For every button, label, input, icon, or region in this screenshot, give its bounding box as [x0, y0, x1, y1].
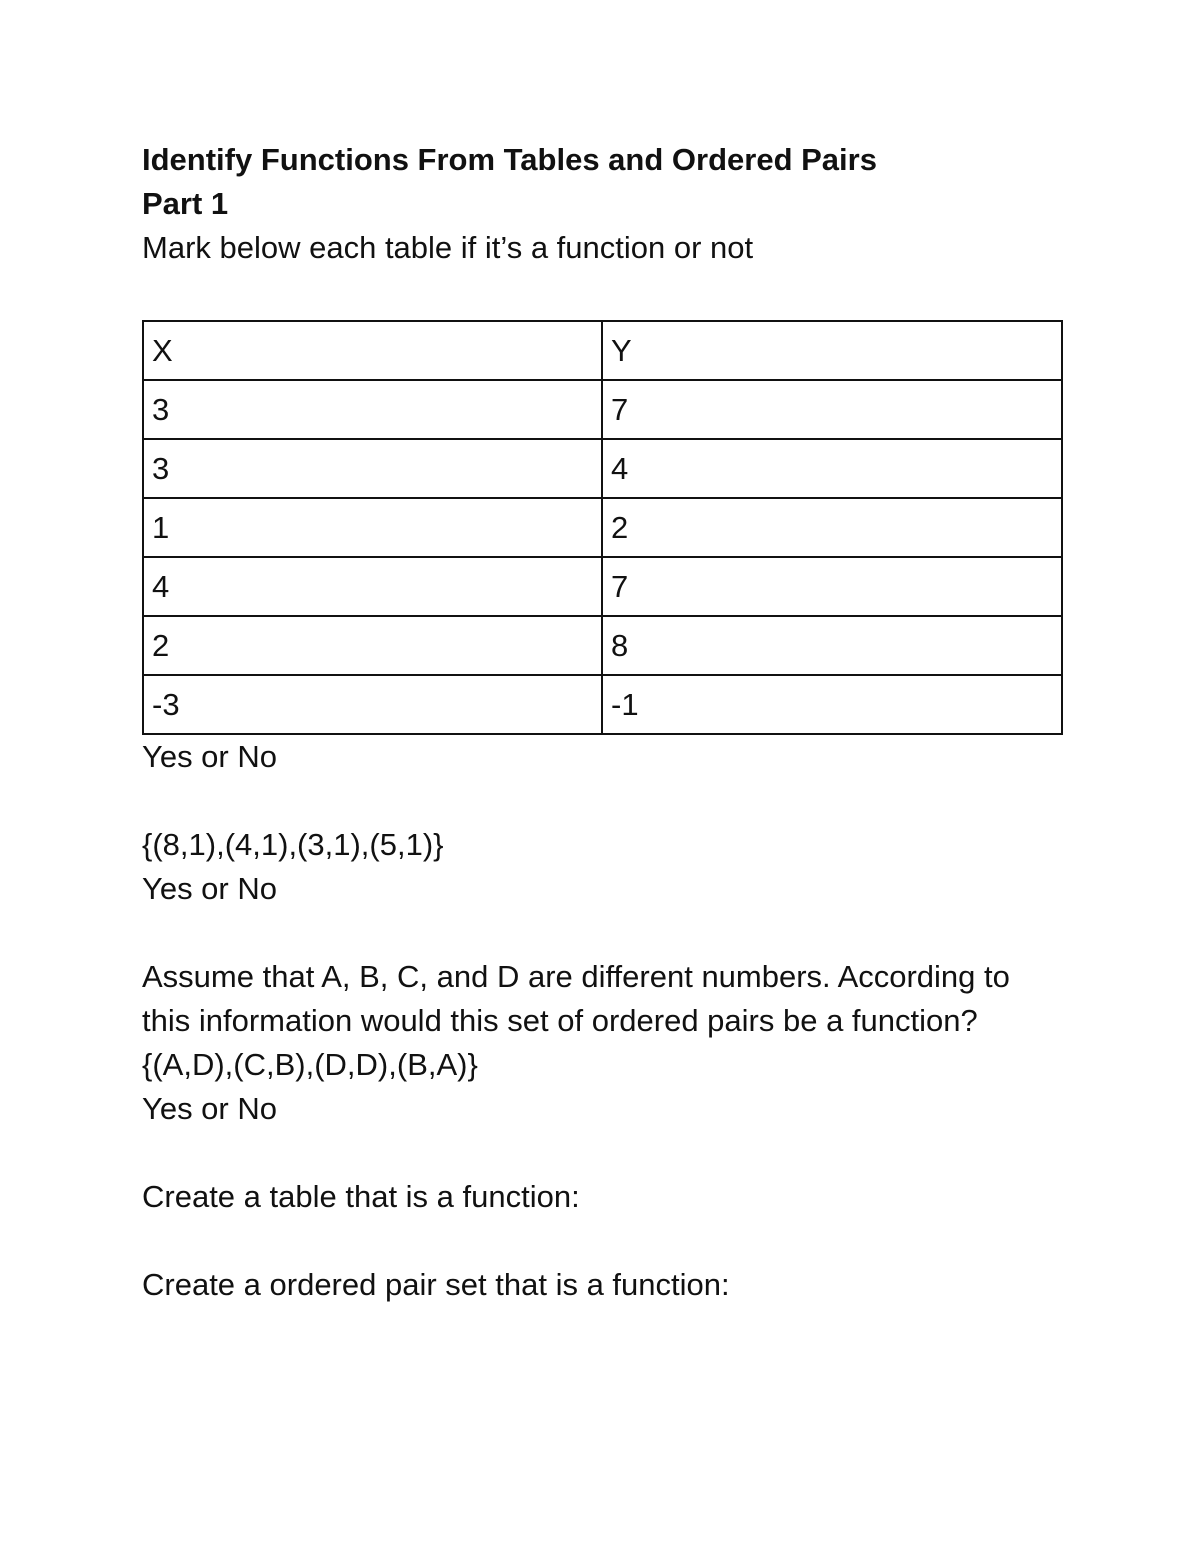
table-cell: 7 [602, 380, 1062, 439]
ordered-pair-set: {(8,1),(4,1),(3,1),(5,1)} [142, 827, 444, 862]
table-cell: 3 [143, 439, 602, 498]
answer-yes-no: Yes or No [142, 739, 277, 774]
table-cell: 2 [143, 616, 602, 675]
header-x: X [143, 321, 602, 380]
ordered-pair-set: {(A,D),(C,B),(D,D),(B,A)} [142, 1047, 478, 1082]
instruction-text: Mark below each table if it’s a function or not [142, 230, 754, 265]
prompt-create-pairs: Create a ordered pair set that is a function: [142, 1267, 730, 1302]
question-text: Assume that A, B, C, and D are different numbers. According to this information would this set of ordered pairs be a function? [142, 959, 1010, 1038]
table-row [143, 675, 1062, 734]
spacer [142, 911, 1062, 955]
table-row [143, 557, 1062, 616]
table-cell: 2 [602, 498, 1062, 557]
table-cell: 8 [602, 616, 1062, 675]
document-page [142, 138, 1062, 1307]
table-cell: 3 [143, 380, 602, 439]
spacer [142, 1219, 1062, 1263]
table-row [143, 380, 1062, 439]
document-title: Identify Functions From Tables and Ordered Pairs [142, 142, 877, 177]
answer-yes-no: Yes or No [142, 871, 277, 906]
header-y: Y [602, 321, 1062, 380]
table-row [143, 439, 1062, 498]
table-cell: 4 [602, 439, 1062, 498]
table-cell: 7 [602, 557, 1062, 616]
table-cell: 1 [143, 498, 602, 557]
table-row [143, 498, 1062, 557]
part-heading: Part 1 [142, 186, 229, 221]
spacer [142, 779, 1062, 823]
prompt-create-table: Create a table that is a function: [142, 1179, 580, 1214]
table-cell: 4 [143, 557, 602, 616]
xy-table [142, 320, 1063, 735]
table-cell: -1 [602, 675, 1062, 734]
spacer [142, 1131, 1062, 1175]
answer-yes-no: Yes or No [142, 1091, 277, 1126]
table-header-row [143, 321, 1062, 380]
table-cell: -3 [143, 675, 602, 734]
table-row [143, 616, 1062, 675]
